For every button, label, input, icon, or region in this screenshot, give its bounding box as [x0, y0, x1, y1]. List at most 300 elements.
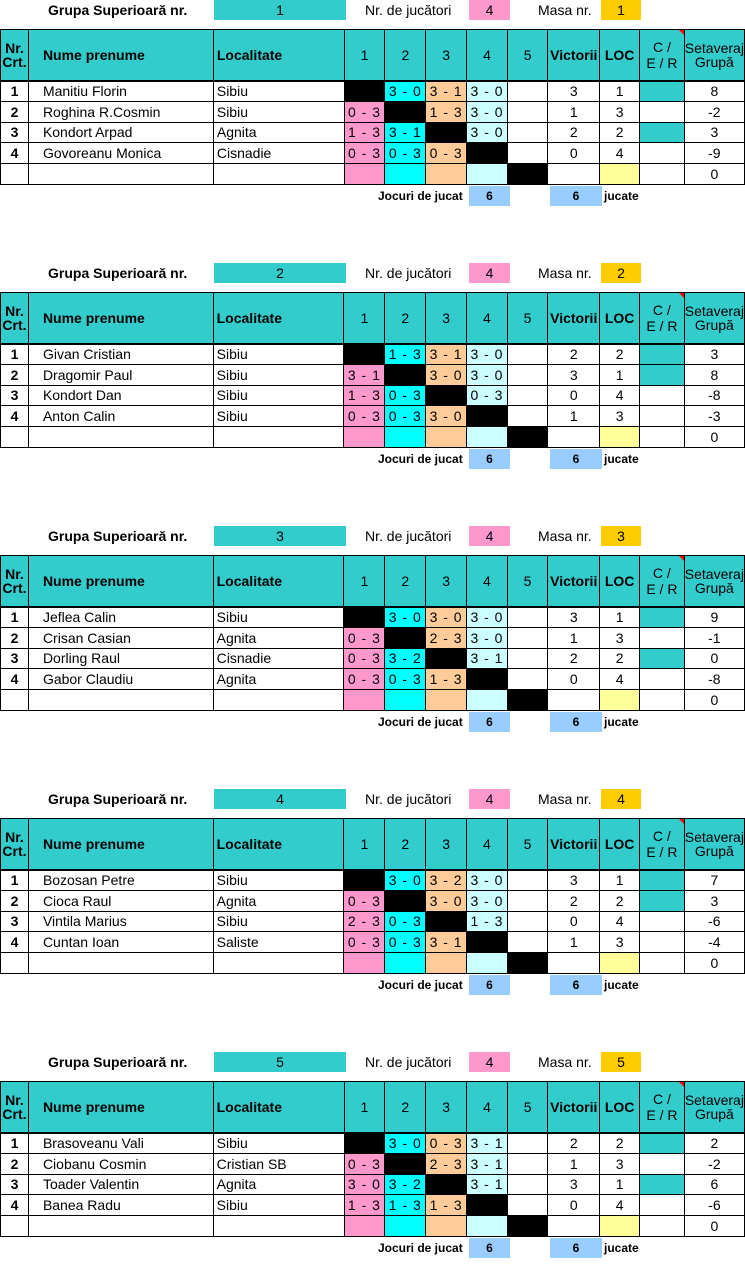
player-locality[interactable]: Sibiu [213, 911, 344, 932]
col-match-4-header: 4 [467, 293, 508, 344]
score-cell-1[interactable]: 0 - 3 [344, 648, 385, 669]
score-cell-4[interactable] [467, 143, 508, 164]
score-cell-3[interactable]: 0 - 3 [426, 1133, 467, 1154]
set-average-cell: 3 [684, 344, 744, 365]
score-cell-5[interactable] [507, 1133, 547, 1154]
col-match-1-header: 1 [344, 819, 385, 870]
player-locality[interactable]: Sibiu [213, 364, 344, 385]
col-locality-header: Localitate [213, 293, 344, 344]
player-locality[interactable]: Sibiu [213, 101, 344, 122]
player-locality[interactable]: Agnita [213, 1174, 344, 1195]
col-victories-header: Victorii [548, 30, 600, 81]
score-cell-2[interactable]: 3 - 2 [385, 1174, 426, 1195]
player-number: 4 [1, 669, 29, 690]
empty-cell[interactable] [467, 953, 508, 974]
set-average-cell: -2 [684, 1153, 744, 1174]
group-number[interactable]: 2 [214, 263, 346, 283]
group-number[interactable]: 1 [214, 0, 346, 20]
empty-cell[interactable] [426, 1216, 467, 1237]
player-count[interactable]: 4 [469, 1052, 510, 1072]
col-name-header: Nume prenume [28, 819, 213, 870]
score-cell-5[interactable] [507, 607, 547, 628]
col-match-3-header: 3 [426, 30, 467, 81]
player-name[interactable]: Anton Calin [28, 406, 213, 427]
score-cell-2[interactable]: 0 - 3 [385, 669, 426, 690]
score-cell-1[interactable]: 2 - 3 [344, 911, 385, 932]
score-cell-3[interactable]: 2 - 3 [426, 627, 467, 648]
games-total: 6 [469, 975, 510, 995]
player-name[interactable]: Dragomir Paul [28, 364, 213, 385]
player-name[interactable]: Vintila Marius [28, 911, 213, 932]
col-cer-header: C / E / R [640, 1082, 685, 1133]
score-cell-1[interactable]: 1 - 3 [344, 122, 385, 143]
player-row [1, 1174, 745, 1195]
cer-cell[interactable] [640, 1133, 685, 1154]
table-header-row [1, 293, 745, 344]
player-name[interactable]: Cuntan Ioan [28, 932, 213, 953]
empty-cell [640, 690, 685, 711]
score-cell-4[interactable]: 3 - 0 [467, 607, 508, 628]
group-block [0, 1052, 745, 1282]
empty-cell [548, 690, 600, 711]
cer-cell[interactable] [640, 648, 685, 669]
empty-cell[interactable] [344, 1216, 385, 1237]
col-match-2-header: 2 [385, 1082, 426, 1133]
score-cell-4[interactable]: 3 - 0 [467, 870, 508, 891]
victories-cell: 2 [548, 344, 600, 365]
games-to-play-label: Jocuri de jucat [378, 1241, 463, 1255]
col-cer-header: C / E / R [640, 293, 685, 344]
empty-player-row [1, 953, 745, 974]
empty-cell[interactable] [385, 953, 426, 974]
player-row [1, 648, 745, 669]
score-cell-1[interactable]: 0 - 3 [344, 890, 385, 911]
score-cell-1[interactable]: 0 - 3 [344, 143, 385, 164]
set-average-cell: 0 [684, 164, 744, 185]
empty-cell [28, 164, 213, 185]
score-cell-1[interactable] [344, 1133, 385, 1154]
score-cell-4[interactable] [467, 932, 508, 953]
player-name[interactable]: Jeflea Calin [28, 607, 213, 628]
cer-cell[interactable] [640, 932, 685, 953]
victories-cell: 3 [548, 81, 600, 102]
cer-cell[interactable] [640, 1174, 685, 1195]
player-name[interactable]: Bozosan Petre [28, 870, 213, 891]
empty-cell[interactable] [507, 690, 547, 711]
score-cell-1[interactable] [344, 607, 385, 628]
empty-cell[interactable] [467, 690, 508, 711]
score-cell-2[interactable]: 0 - 3 [385, 143, 426, 164]
empty-cell [600, 690, 640, 711]
table-number[interactable]: 4 [601, 789, 641, 809]
score-cell-3[interactable]: 1 - 3 [426, 101, 467, 122]
player-number: 3 [1, 911, 29, 932]
empty-cell[interactable] [385, 427, 426, 448]
score-cell-5[interactable] [507, 406, 547, 427]
place-cell: 1 [600, 364, 640, 385]
results-table [0, 1081, 745, 1237]
cer-cell[interactable] [640, 890, 685, 911]
cer-cell[interactable] [640, 870, 685, 891]
score-cell-4[interactable]: 3 - 0 [467, 344, 508, 365]
place-cell: 3 [600, 627, 640, 648]
empty-cell[interactable] [344, 164, 385, 185]
table-number[interactable]: 3 [601, 526, 641, 546]
col-match-1-header: 1 [344, 1082, 385, 1133]
score-cell-1[interactable]: 0 - 3 [344, 101, 385, 122]
group-footer [0, 712, 745, 732]
player-count[interactable]: 4 [469, 0, 510, 20]
empty-cell[interactable] [507, 1216, 547, 1237]
player-locality[interactable]: Agnita [213, 627, 344, 648]
group-block [0, 526, 745, 756]
set-average-cell: -8 [684, 669, 744, 690]
group-footer [0, 975, 745, 995]
score-cell-1[interactable]: 0 - 3 [344, 669, 385, 690]
player-locality[interactable]: Sibiu [213, 344, 344, 365]
set-average-cell: -1 [684, 627, 744, 648]
score-cell-1[interactable] [344, 344, 385, 365]
score-cell-2[interactable]: 3 - 0 [385, 1133, 426, 1154]
set-average-cell: 8 [684, 81, 744, 102]
score-cell-2[interactable] [385, 364, 426, 385]
score-cell-5[interactable] [507, 1153, 547, 1174]
score-cell-4[interactable]: 1 - 3 [467, 911, 508, 932]
player-locality[interactable]: Sibiu [213, 81, 344, 102]
player-name[interactable]: Manitiu Florin [28, 81, 213, 102]
cer-cell[interactable] [640, 627, 685, 648]
empty-cell [548, 427, 600, 448]
table-number[interactable]: 1 [601, 0, 641, 20]
score-cell-4[interactable]: 3 - 0 [467, 364, 508, 385]
player-name[interactable]: Toader Valentin [28, 1174, 213, 1195]
victories-cell: 0 [548, 911, 600, 932]
comment-marker-icon [679, 30, 684, 35]
player-count[interactable]: 4 [469, 263, 510, 283]
empty-cell [213, 164, 344, 185]
player-name[interactable]: Govoreanu Monica [28, 143, 213, 164]
cer-cell[interactable] [640, 101, 685, 122]
player-name[interactable]: Roghina R.Cosmin [28, 101, 213, 122]
player-number: 1 [1, 81, 29, 102]
empty-cell[interactable] [467, 427, 508, 448]
set-average-cell: 3 [684, 890, 744, 911]
score-cell-4[interactable]: 3 - 0 [467, 890, 508, 911]
player-name[interactable]: Givan Cristian [28, 344, 213, 365]
player-name[interactable]: Brasoveanu Vali [28, 1133, 213, 1154]
score-cell-4[interactable]: 3 - 0 [467, 627, 508, 648]
empty-cell [600, 953, 640, 974]
score-cell-1[interactable]: 1 - 3 [344, 385, 385, 406]
score-cell-4[interactable] [467, 406, 508, 427]
player-locality[interactable]: Sibiu [213, 870, 344, 891]
score-cell-2[interactable]: 0 - 3 [385, 911, 426, 932]
score-cell-5[interactable] [507, 122, 547, 143]
score-cell-1[interactable]: 3 - 0 [344, 1174, 385, 1195]
score-cell-3[interactable]: 2 - 3 [426, 1153, 467, 1174]
victories-cell: 0 [548, 143, 600, 164]
set-average-cell: -8 [684, 385, 744, 406]
score-cell-2[interactable]: 0 - 3 [385, 385, 426, 406]
player-locality[interactable]: Sibiu [213, 406, 344, 427]
score-cell-3[interactable] [426, 1174, 467, 1195]
player-name[interactable]: Cioca Raul [28, 890, 213, 911]
empty-cell [640, 953, 685, 974]
score-cell-3[interactable]: 0 - 3 [426, 143, 467, 164]
score-cell-5[interactable] [507, 911, 547, 932]
empty-cell[interactable] [385, 690, 426, 711]
score-cell-3[interactable]: 3 - 2 [426, 870, 467, 891]
score-cell-5[interactable] [507, 627, 547, 648]
empty-cell[interactable] [426, 690, 467, 711]
empty-cell [600, 164, 640, 185]
cer-cell[interactable] [640, 1195, 685, 1216]
group-title-label: Grupa Superioară nr. [48, 1054, 188, 1070]
score-cell-2[interactable]: 1 - 3 [385, 1195, 426, 1216]
score-cell-5[interactable] [507, 143, 547, 164]
games-total: 6 [469, 1238, 510, 1258]
place-cell: 1 [600, 81, 640, 102]
place-cell: 1 [600, 607, 640, 628]
player-locality[interactable]: Agnita [213, 669, 344, 690]
player-name[interactable]: Banea Radu [28, 1195, 213, 1216]
table-header-row [1, 30, 745, 81]
score-cell-3[interactable]: 3 - 1 [426, 344, 467, 365]
player-locality[interactable]: Cisnadie [213, 648, 344, 669]
score-cell-2[interactable] [385, 101, 426, 122]
score-cell-4[interactable]: 3 - 1 [467, 1153, 508, 1174]
games-to-play-label: Jocuri de jucat [378, 715, 463, 729]
score-cell-2[interactable]: 3 - 1 [385, 122, 426, 143]
score-cell-1[interactable]: 0 - 3 [344, 932, 385, 953]
player-locality[interactable]: Sibiu [213, 1195, 344, 1216]
player-count[interactable]: 4 [469, 789, 510, 809]
empty-player-row [1, 1216, 745, 1237]
score-cell-3[interactable]: 3 - 1 [426, 932, 467, 953]
player-number: 1 [1, 344, 29, 365]
score-cell-4[interactable] [467, 669, 508, 690]
score-cell-3[interactable] [426, 385, 467, 406]
set-average-cell: -9 [684, 143, 744, 164]
score-cell-2[interactable]: 3 - 2 [385, 648, 426, 669]
player-row [1, 81, 745, 102]
col-match-1-header: 1 [344, 556, 385, 607]
cer-cell[interactable] [640, 911, 685, 932]
col-match-4-header: 4 [467, 30, 508, 81]
empty-cell [1, 164, 29, 185]
score-cell-5[interactable] [507, 385, 547, 406]
cer-cell[interactable] [640, 1153, 685, 1174]
empty-cell[interactable] [344, 690, 385, 711]
player-name[interactable]: Dorling Raul [28, 648, 213, 669]
cer-cell[interactable] [640, 385, 685, 406]
group-number[interactable]: 3 [214, 526, 346, 546]
score-cell-5[interactable] [507, 364, 547, 385]
table-number[interactable]: 5 [601, 1052, 641, 1072]
score-cell-5[interactable] [507, 1195, 547, 1216]
score-cell-2[interactable]: 0 - 3 [385, 406, 426, 427]
score-cell-3[interactable]: 3 - 0 [426, 364, 467, 385]
score-cell-1[interactable] [344, 81, 385, 102]
score-cell-2[interactable] [385, 627, 426, 648]
player-locality[interactable]: Saliste [213, 932, 344, 953]
players-label: Nr. de jucători [365, 1054, 452, 1070]
score-cell-5[interactable] [507, 81, 547, 102]
col-match-4-header: 4 [467, 819, 508, 870]
score-cell-4[interactable]: 3 - 1 [467, 1174, 508, 1195]
player-name[interactable]: Gabor Claudiu [28, 669, 213, 690]
games-to-play-label: Jocuri de jucat [378, 452, 463, 466]
player-locality[interactable]: Sibiu [213, 1133, 344, 1154]
empty-cell[interactable] [344, 953, 385, 974]
comment-marker-icon [679, 1082, 684, 1087]
score-cell-4[interactable] [467, 1195, 508, 1216]
score-cell-5[interactable] [507, 870, 547, 891]
cer-cell[interactable] [640, 607, 685, 628]
col-victories-header: Victorii [548, 819, 600, 870]
score-cell-3[interactable]: 3 - 0 [426, 890, 467, 911]
col-locality-header: Localitate [213, 30, 344, 81]
score-cell-5[interactable] [507, 648, 547, 669]
score-cell-1[interactable]: 1 - 3 [344, 1195, 385, 1216]
empty-cell[interactable] [467, 1216, 508, 1237]
player-number: 3 [1, 385, 29, 406]
set-average-cell: -4 [684, 932, 744, 953]
player-locality[interactable]: Sibiu [213, 607, 344, 628]
score-cell-3[interactable]: 3 - 0 [426, 607, 467, 628]
score-cell-4[interactable]: 3 - 0 [467, 81, 508, 102]
empty-cell[interactable] [385, 164, 426, 185]
col-match-1-header: 1 [344, 30, 385, 81]
cer-cell[interactable] [640, 364, 685, 385]
cer-cell[interactable] [640, 406, 685, 427]
player-locality[interactable]: Cristian SB [213, 1153, 344, 1174]
empty-cell[interactable] [344, 427, 385, 448]
empty-cell[interactable] [467, 164, 508, 185]
score-cell-5[interactable] [507, 890, 547, 911]
player-name[interactable]: Crisan Casian [28, 627, 213, 648]
cer-cell[interactable] [640, 122, 685, 143]
table-label: Masa nr. [538, 791, 592, 807]
player-locality[interactable]: Cisnadie [213, 143, 344, 164]
table-label: Masa nr. [538, 2, 592, 18]
score-cell-3[interactable]: 3 - 1 [426, 81, 467, 102]
player-row [1, 1133, 745, 1154]
empty-cell [548, 953, 600, 974]
cer-cell[interactable] [640, 143, 685, 164]
empty-cell[interactable] [426, 953, 467, 974]
cer-cell[interactable] [640, 344, 685, 365]
score-cell-5[interactable] [507, 344, 547, 365]
empty-cell [28, 690, 213, 711]
score-cell-4[interactable]: 3 - 1 [467, 648, 508, 669]
score-cell-1[interactable]: 3 - 1 [344, 364, 385, 385]
player-number: 3 [1, 122, 29, 143]
victories-cell: 3 [548, 870, 600, 891]
score-cell-4[interactable]: 3 - 0 [467, 101, 508, 122]
place-cell: 1 [600, 870, 640, 891]
cer-cell[interactable] [640, 669, 685, 690]
score-cell-1[interactable] [344, 870, 385, 891]
player-row [1, 607, 745, 628]
player-name[interactable]: Kondort Dan [28, 385, 213, 406]
score-cell-3[interactable] [426, 911, 467, 932]
empty-cell[interactable] [507, 427, 547, 448]
player-number: 4 [1, 143, 29, 164]
player-number: 2 [1, 101, 29, 122]
player-number: 2 [1, 627, 29, 648]
score-cell-2[interactable] [385, 1153, 426, 1174]
score-cell-1[interactable]: 0 - 3 [344, 1153, 385, 1174]
player-row [1, 364, 745, 385]
cer-cell[interactable] [640, 81, 685, 102]
empty-cell [1, 1216, 29, 1237]
group-number[interactable]: 5 [214, 1052, 346, 1072]
score-cell-3[interactable]: 1 - 3 [426, 669, 467, 690]
games-played: 6 [550, 449, 602, 469]
score-cell-1[interactable]: 0 - 3 [344, 406, 385, 427]
score-cell-5[interactable] [507, 101, 547, 122]
score-cell-5[interactable] [507, 932, 547, 953]
score-cell-3[interactable] [426, 122, 467, 143]
score-cell-2[interactable]: 0 - 3 [385, 932, 426, 953]
empty-cell [213, 690, 344, 711]
empty-cell [28, 1216, 213, 1237]
col-place-header: LOC [600, 1082, 640, 1133]
set-average-cell: -2 [684, 101, 744, 122]
score-cell-4[interactable]: 3 - 0 [467, 122, 508, 143]
player-locality[interactable]: Agnita [213, 890, 344, 911]
place-cell: 3 [600, 406, 640, 427]
score-cell-4[interactable]: 0 - 3 [467, 385, 508, 406]
empty-cell[interactable] [426, 427, 467, 448]
col-match-2-header: 2 [385, 30, 426, 81]
score-cell-2[interactable]: 3 - 0 [385, 81, 426, 102]
victories-cell: 1 [548, 932, 600, 953]
score-cell-3[interactable]: 1 - 3 [426, 1195, 467, 1216]
player-locality[interactable]: Agnita [213, 122, 344, 143]
table-number[interactable]: 2 [601, 263, 641, 283]
score-cell-3[interactable] [426, 648, 467, 669]
col-victories-header: Victorii [548, 556, 600, 607]
empty-cell[interactable] [426, 164, 467, 185]
group-number[interactable]: 4 [214, 789, 346, 809]
victories-cell: 3 [548, 364, 600, 385]
score-cell-5[interactable] [507, 669, 547, 690]
score-cell-1[interactable]: 0 - 3 [344, 627, 385, 648]
score-cell-3[interactable]: 3 - 0 [426, 406, 467, 427]
victories-cell: 2 [548, 890, 600, 911]
player-count[interactable]: 4 [469, 526, 510, 546]
empty-cell[interactable] [385, 1216, 426, 1237]
player-locality[interactable]: Sibiu [213, 385, 344, 406]
score-cell-2[interactable]: 3 - 0 [385, 870, 426, 891]
player-name[interactable]: Ciobanu Cosmin [28, 1153, 213, 1174]
score-cell-2[interactable]: 1 - 3 [385, 344, 426, 365]
col-victories-header: Victorii [548, 1082, 600, 1133]
empty-cell[interactable] [507, 953, 547, 974]
score-cell-5[interactable] [507, 1174, 547, 1195]
victories-cell: 1 [548, 406, 600, 427]
score-cell-2[interactable] [385, 890, 426, 911]
place-cell: 4 [600, 143, 640, 164]
player-name[interactable]: Kondort Arpad [28, 122, 213, 143]
player-row [1, 911, 745, 932]
score-cell-2[interactable]: 3 - 0 [385, 607, 426, 628]
empty-cell[interactable] [507, 164, 547, 185]
set-average-cell: 0 [684, 690, 744, 711]
score-cell-4[interactable]: 3 - 1 [467, 1133, 508, 1154]
